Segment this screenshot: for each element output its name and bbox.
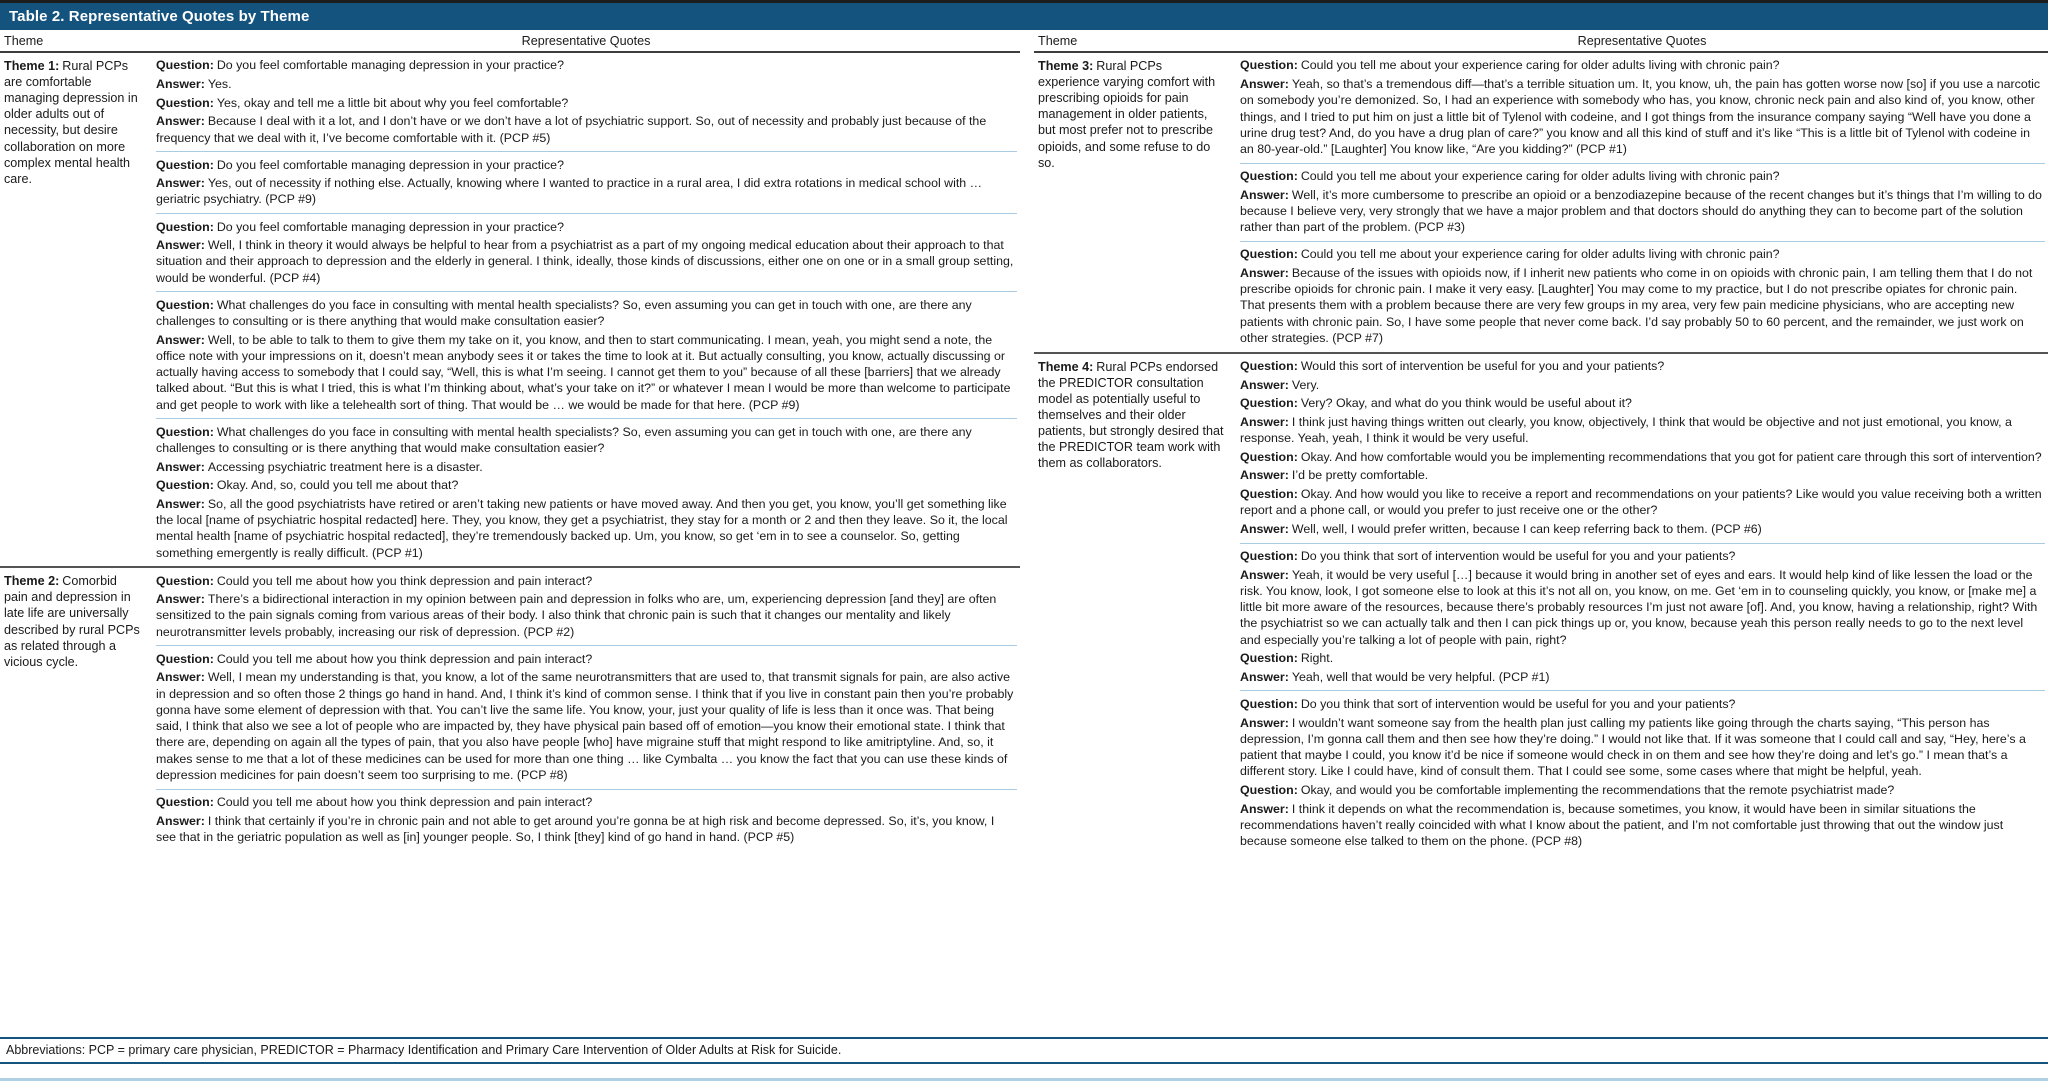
answer [1240, 567, 2045, 648]
question-label: Question: [156, 58, 214, 73]
question-label: Question: [1240, 169, 1298, 184]
theme-row [1034, 53, 2048, 352]
question-text: Do you feel comfortable managing depression in your practice? [216, 58, 564, 73]
answer-label: Answer: [156, 496, 205, 511]
question [1240, 395, 2045, 411]
column-header-quotes: Representative Quotes [1577, 34, 1707, 48]
column-header-row [0, 30, 1020, 53]
answer-label: Answer: [1240, 77, 1289, 92]
theme-description-text: Rural PCPs endorsed the PREDICTOR consultation model as potentially useful to themselves and their older patients, but strongly desired that the PREDICTOR team work with them as collaborators. [1038, 359, 1224, 471]
theme-label: Theme 2: [4, 574, 60, 589]
answer [156, 237, 1017, 286]
qa-group [1240, 163, 2045, 241]
answer [156, 459, 1017, 475]
answer [156, 113, 1017, 146]
answer-text: Well, well, I would prefer written, because I can keep referring back to them. (PCP #6) [1291, 521, 1762, 536]
question [1240, 696, 2045, 712]
question [156, 477, 1017, 493]
answer-text: I think that certainly if you’re in chronic pain and not able to get around you’re gonna be at high risk and become depressed. So, it’s, you know, I see that in the geriatric population as well as [in] younger people. So, I think [they] kind of go hand in hand. (PCP #5) [156, 813, 995, 844]
quotes-cell [152, 53, 1020, 566]
answer-text: Because of the issues with opioids now, if I inherit new patients who come in on opioids with chronic pain, I am telling them that I do not prescribe opioids for chronic pain. I make it very easy. [Laughter] You may come to my practice, but I do not prescribe opiates for chronic pain. That presents them with a problem because there are very few groups in my area, very few pain medicine physicians, who are accepting new patients with chronic pain. So, I have some people that never come back. I’d say probably 50 to 60 percent, and the remainder, we just work on other strategies. (PCP #7) [1240, 265, 2033, 345]
qa-group [1240, 241, 2045, 352]
answer-text: I wouldn’t want someone say from the health plan just calling my patients like going through the charts saying, “This person has depression, I’m gonna call them and then see how they’re doing.” I would not like that. If it was someone that I could call and say, “Hey, here’s a patient that maybe I could, you know it’d be nice if someone would check in on them and see how they’re doing and let’s go.” I mean that’s a different story. Like I could have, kind of consult them. That I could see some, some cases where that might be helpful, yeah. [1240, 715, 2026, 779]
question [1240, 782, 2045, 798]
theme-description [4, 58, 142, 187]
qa-group [156, 568, 1017, 645]
qa-group [156, 291, 1017, 418]
answer [156, 813, 1017, 846]
qa-group [1240, 690, 2045, 854]
question-text: Right. [1300, 651, 1334, 666]
question-label: Question: [156, 219, 214, 234]
table-title: Table 2. Representative Quotes by Theme [9, 8, 310, 25]
answer [1240, 669, 2045, 685]
theme-cell [0, 568, 152, 850]
qa-group [156, 645, 1017, 788]
answer-label: Answer: [1240, 414, 1289, 429]
quotes-cell [1236, 354, 2048, 855]
column-header-theme: Theme [1038, 34, 1078, 48]
question-label: Question: [1240, 487, 1298, 501]
answer-label: Answer: [156, 670, 205, 685]
question-text: Could you tell me about how you think depression and pain interact? [216, 651, 593, 666]
theme-description-text: Rural PCPs are comfortable managing depression in older adults out of necessity, but desire collaboration on more complex mental health care. [4, 59, 138, 186]
qa-group [156, 789, 1017, 851]
theme-description [1038, 359, 1226, 472]
question-label: Question: [156, 424, 214, 439]
answer [156, 76, 1017, 92]
answer-label: Answer: [1240, 715, 1289, 730]
question-label: Question: [156, 794, 214, 809]
answer [156, 332, 1017, 413]
theme-row [0, 566, 1020, 850]
question-label: Question: [1240, 396, 1298, 411]
question [156, 424, 1017, 457]
question [1240, 358, 2045, 374]
answer-text: Yeah, it would be very useful […] because it would bring in another set of eyes and ears. It would help kind of like lessen the load or the risk. You know, look, I got someone else to look at this it’s not all on, you know, on me. Get ‘em in to counseling quickly, you know, or [make me] a little bit more aware of the resources, because there’s probably resources I’m just not aware [of]. And, you know, having a relationship, right? With the psychiatrist so we can actually talk and then I can pick things up or, you know, because yeah this person really needs to go to the next level and especially you’re talking a lot of people with pain, right? [1240, 567, 2038, 647]
quotes-cell [152, 568, 1020, 850]
question [1240, 650, 2045, 666]
answer-text: Well, it’s more cumbersome to prescribe an opioid or a benzodiazepine because of the recent changes but it’s things that I’m willing to do because I believe very, very strongly that we have a major problem and that doctors should do anything they can to become part of the solution rather than part of the problem. (PCP #3) [1240, 187, 2042, 235]
answer-label: Answer: [1240, 801, 1289, 816]
theme-label: Theme 4: [1038, 359, 1094, 374]
question-text: Could you tell me about how you think depression and pain interact? [216, 794, 593, 809]
answer [156, 496, 1017, 561]
theme-description [1038, 58, 1226, 171]
abbreviations-note: Abbreviations: PCP = primary care physician, PREDICTOR = Pharmacy Identification and Primary Care Intervention of Older Adults at Risk for Suicide. [0, 1037, 2048, 1064]
question-label: Question: [1240, 651, 1298, 666]
answer-text: Accessing psychiatric treatment here is a disaster. [207, 459, 483, 474]
table-title-bar [0, 3, 2048, 30]
answer-label: Answer: [1240, 468, 1289, 483]
answer-text: Well, I mean my understanding is that, you know, a lot of the same neurotransmitters that are used to, that transmit signals for pain, are also active in depression and so often those 2 things go hand in hand. And, I think it’s kind of common sense. I think that if you live in constant pain then you’re probably gonna have some element of depression with that. You can’t live the same life. You know, your, just your quality of life is less than it once was. That being said, I think that also we see a lot of people who are impacted by, they have physical pain based off of emotion—you know their emotional state. I think that there are, depending on again all the types of pain, that you also have people [who] have migraine stuff that might respond to like amitriptyline. And, so, it makes sense to me that a lot of these medicines can be used for more than one thing … like Cymbalta … you know the fact that you can use these kinds of depression medicines for pain doesn’t seem too surprising to me. (PCP #8) [156, 670, 1014, 782]
question-label: Question: [156, 573, 214, 588]
theme-description-text: Comorbid pain and depression in late life are universally described by rural PCPs as related through a vicious cycle. [4, 574, 140, 669]
question-label: Question: [156, 651, 214, 666]
question-text: Could you tell me about your experience caring for older adults living with chronic pain? [1300, 58, 1780, 73]
theme-cell [0, 53, 152, 566]
answer-label: Answer: [156, 176, 205, 191]
answer-label: Answer: [1240, 521, 1289, 536]
table-body [0, 30, 2048, 1037]
answer [1240, 467, 2045, 483]
answer-text: There’s a bidirectional interaction in my opinion between pain and depression in folks who are, um, experiencing depression [and they] are often sensitized to the pain signals coming from various areas of their body. I also think that chronic pain is such that it changes our mentality and likely neurotransmitter levels probably, increasing our risk of depression. (PCP #2) [156, 592, 997, 639]
answer-text: Well, I think in theory it would always be helpful to hear from a psychiatrist as a part of my ongoing medical education about their approach to that situation and their approach to depression and the elderly in general. I think, ideally, those kinds of discussions, either one on one or in a small group setting, would be wonderful. (PCP #4) [156, 238, 1014, 285]
qa-group [1240, 354, 2045, 543]
question-text: Okay. And, so, could you tell me about that? [216, 478, 459, 493]
answer-text: So, all the good psychiatrists have retired or aren’t taking new patients or have moved away. And then you get, you know, you’ll get something like the local [name of psychiatric hospital redacted] here. They, you know, they get a psychiatrist, they stay for a month or 2 and then they leave. So it, the local mental health [name of psychiatric hospital redacted], they’re tremendously backed up. Um, you know, so get ‘em in to see a counselor. So, getting something emergently is really difficult. (PCP #1) [156, 496, 1008, 560]
question-label: Question: [156, 297, 214, 312]
question-label: Question: [1240, 58, 1298, 73]
qa-group [156, 53, 1017, 151]
theme-cell [1034, 53, 1236, 352]
question-text: Could you tell me about your experience caring for older adults living with chronic pain? [1300, 247, 1780, 262]
theme-row [0, 53, 1020, 566]
answer-label: Answer: [156, 77, 205, 92]
theme-label: Theme 1: [4, 59, 60, 73]
answer-label: Answer: [1240, 567, 1289, 582]
question [156, 573, 1017, 589]
answer [156, 591, 1017, 640]
question [1240, 486, 2045, 519]
answer [1240, 715, 2045, 780]
question [1240, 168, 2045, 184]
table-panel-right [1034, 30, 2048, 855]
answer-text: Yes, out of necessity if nothing else. Actually, knowing where I wanted to practice in a rural area, I did extra rotations in medical school with … geriatric psychiatry. (PCP #9) [156, 176, 983, 207]
answer-text: Very. [1291, 377, 1320, 392]
answer [1240, 265, 2045, 346]
answer-text: I think it depends on what the recommendation is, because sometimes, you know, it would have been in similar situations the recommendations haven’t really coincided with what I know about the patient, and I’m not comfortable just throwing that out the window just because someone else talked to them on the phone. (PCP #8) [1240, 801, 2004, 849]
question [156, 651, 1017, 667]
theme-description [4, 573, 142, 670]
question [1240, 548, 2045, 564]
question-text: Do you feel comfortable managing depression in your practice? [216, 157, 564, 172]
question-text: Could you tell me about how you think depression and pain interact? [216, 573, 593, 588]
question-text: Do you feel comfortable managing depression in your practice? [216, 219, 564, 234]
question-text: Okay, and would you be comfortable implementing the recommendations that the remote psychiatrist made? [1300, 782, 1895, 797]
theme-row [1034, 352, 2048, 855]
answer-text: I think just having things written out clearly, you know, objectively, I think that would be objective and not just emotional, you know, a response. Yeah, yeah, I think it would be very useful. [1240, 414, 2012, 446]
question-text: What challenges do you face in consulting with mental health specialists? So, even assuming you can get in touch with one, are there any challenges to consulting or is there anything that would make consultation easier? [156, 297, 972, 328]
question-text: Would this sort of intervention be useful for you and your patients? [1300, 358, 1665, 373]
question-label: Question: [156, 95, 214, 110]
qa-group [1240, 53, 2045, 163]
answer [1240, 76, 2045, 157]
question-text: Yes, okay and tell me a little bit about why you feel comfortable? [216, 95, 569, 110]
answer [1240, 414, 2045, 447]
answer [1240, 521, 2045, 537]
answer [156, 669, 1017, 783]
question [156, 57, 1017, 73]
answer-text: Yeah, so that’s a tremendous diff—that’s a terrible situation um. It, you know, uh, the pain has gotten worse now [so] if you use a narcotic on somebody you’re demonized. So, I had an experience with somebody who has, you know, chronic neck pain and also kind of, you know, other things, and I tried to put him on just a little bit of Tylenol with codeine, and I got things from the insurance company saying “Well have you done a urine drug test? And, do you have a drug plan of care?” you know and all this kind of stuff and it’s like “This is a little bit of Tylenol with codeine in an 80-year-old.” [Laughter] You know like, “Are you kidding?” (PCP #1) [1240, 77, 2041, 157]
question [1240, 57, 2045, 73]
answer-label: Answer: [1240, 265, 1289, 280]
question-text: Okay. And how would you like to receive a report and recommendations on your patients? Like would you value receiving both a written report and a phone call, or would you prefer to just receive one or the other? [1240, 487, 2042, 518]
question-label: Question: [156, 478, 214, 493]
theme-label: Theme 3: [1038, 59, 1094, 73]
question-text: Very? Okay, and what do you think would be useful about it? [1300, 396, 1632, 411]
question-text: Do you think that sort of intervention would be useful for you and your patients? [1300, 696, 1736, 711]
question-label: Question: [1240, 548, 1298, 563]
answer-label: Answer: [156, 459, 205, 474]
answer-label: Answer: [156, 114, 205, 129]
answer-label: Answer: [156, 592, 205, 607]
question [1240, 246, 2045, 262]
question-text: Okay. And how comfortable would you be implementing recommendations that you got for patient care through this sort of intervention? [1300, 449, 2042, 464]
answer [1240, 187, 2045, 236]
question-text: Could you tell me about your experience caring for older adults living with chronic pain? [1300, 169, 1780, 184]
question-label: Question: [1240, 247, 1298, 262]
answer [1240, 377, 2045, 393]
question [156, 157, 1017, 173]
question-label: Question: [1240, 358, 1298, 373]
answer-label: Answer: [156, 238, 205, 253]
answer-text: Yeah, well that would be very helpful. (PCP #1) [1291, 669, 1550, 684]
question [156, 95, 1017, 111]
answer-text: Yes. [207, 77, 232, 92]
theme-description-text: Rural PCPs experience varying comfort with prescribing opioids for pain management in older patients, but most prefer not to prescribe opioids, and some refuse to do so. [1038, 59, 1216, 170]
qa-group [156, 213, 1017, 291]
qa-group [156, 151, 1017, 213]
question [1240, 449, 2045, 465]
question-label: Question: [1240, 696, 1298, 711]
question [156, 794, 1017, 810]
answer-label: Answer: [1240, 377, 1289, 392]
answer-text: Because I deal with it a lot, and I don’t have or we don’t have a lot of psychiatric support. So, out of necessity and probably just because of the frequency that we deal with it, I’ve become comfortable with it. (PCP #5) [156, 114, 987, 145]
answer-label: Answer: [156, 813, 205, 828]
column-header-row [1034, 30, 2048, 53]
question-label: Question: [1240, 449, 1298, 464]
question-label: Question: [156, 157, 214, 172]
question [156, 219, 1017, 235]
answer-label: Answer: [1240, 669, 1289, 684]
column-header-theme: Theme [4, 34, 44, 48]
table-panel-left [0, 30, 1020, 850]
answer-label: Answer: [1240, 187, 1289, 202]
theme-cell [1034, 354, 1236, 855]
question-text: What challenges do you face in consulting with mental health specialists? So, even assuming you can get in touch with one, are there any challenges to consulting or is there anything that would make consultation easier? [156, 424, 972, 455]
qa-group [156, 418, 1017, 566]
answer [156, 175, 1017, 208]
table-footer [0, 1037, 2048, 1081]
quotes-cell [1236, 53, 2048, 352]
answer [1240, 801, 2045, 850]
question-label: Question: [1240, 782, 1298, 797]
answer-text: Well, to be able to talk to them to give them my take on it, you know, and then to start communicating. I mean, yeah, you might send a note, the office note with your impressions on it, doesn’t mean anybody sees it or takes the time to look at it. But actually consulting, you know, actually discussing or actually having access to somebody that I could say, “Well, this is what I’m seeing. I cannot get them to you” because of all these [barriers] that we already talked about. “But this is what I tried, this is what I’m thinking about, what’s your take on it?” or whatever I mean I would be more than welcome to participate and get people to work with like a telehealth sort of thing. That would be … we would be made for that here. (PCP #9) [156, 332, 1011, 412]
question [156, 297, 1017, 330]
answer-text: I’d be pretty comfortable. [1291, 468, 1429, 483]
qa-group [1240, 543, 2045, 691]
answer-label: Answer: [156, 332, 205, 347]
question-text: Do you think that sort of intervention would be useful for you and your patients? [1300, 548, 1736, 563]
column-header-quotes: Representative Quotes [521, 34, 651, 48]
